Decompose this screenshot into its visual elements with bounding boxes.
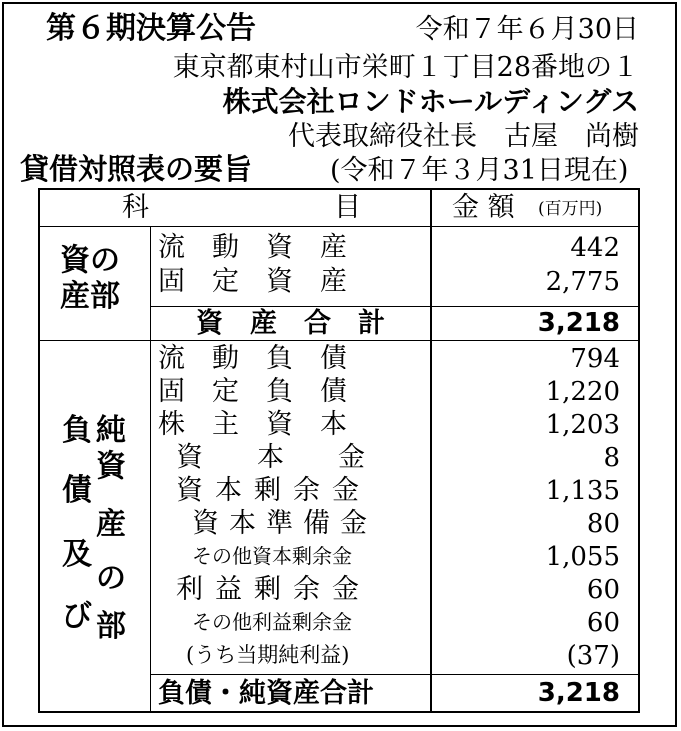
company-address: 東京都東村山市栄町１丁目28番地の１: [172, 52, 639, 83]
row-value: 2,775: [545, 267, 620, 297]
row-label: 資本剰余金: [176, 475, 371, 506]
row-value: 80: [586, 509, 620, 539]
row-value: 1,135: [545, 476, 620, 506]
liabilities-category-col2-1: 純: [96, 413, 126, 448]
assets-total-label: 資 産 合 計: [196, 308, 385, 339]
liability-total-divider: [150, 674, 638, 675]
row-label: その他利益剰余金: [192, 610, 352, 634]
row-value: 60: [586, 608, 620, 638]
row-value: 8: [603, 443, 620, 473]
column-unit: (百万円): [538, 199, 603, 219]
company-name: 株式会社ロンドホールディングス: [222, 85, 639, 118]
liabilities-category-col2-3: 産: [96, 507, 126, 542]
balance-sheet-title: 貸借対照表の要旨: [20, 152, 253, 186]
category-column-divider: [150, 226, 151, 711]
notice-date: 令和７年６月30日: [415, 14, 639, 45]
liabilities-category-col2-2: 資: [96, 449, 126, 484]
balance-sheet-date: (令和７年３月31日現在): [330, 155, 629, 186]
row-value: 60: [586, 575, 620, 605]
row-label: 流 動 資 産: [158, 232, 347, 263]
liabilities-category-col1-3: 及: [62, 537, 92, 572]
liabilities-category-col1-1: 負: [62, 413, 92, 448]
row-label: 固 定 負 債: [158, 376, 347, 407]
header-divider: [40, 226, 638, 227]
row-label: 資 本 金: [176, 442, 365, 473]
row-label: その他資本剰余金: [192, 544, 352, 568]
liabilities-category-col2-4: の: [96, 561, 126, 596]
row-value: (37): [566, 641, 620, 671]
liabilities-category-col1-4: び: [62, 599, 92, 634]
liabilities-category-col1-2: 債: [62, 473, 92, 508]
assets-total-value: 3,218: [537, 308, 620, 338]
balance-sheet-table: [38, 188, 640, 713]
row-value: 442: [570, 233, 620, 263]
company-representative: 代表取締役社長 古屋 尚樹: [288, 121, 639, 152]
asset-total-divider: [150, 306, 638, 307]
column-subject-2: 目: [334, 192, 361, 223]
row-label: 固 定 資 産: [158, 266, 347, 297]
assets-category-line-1: 資の: [60, 243, 120, 278]
row-value: 1,055: [545, 542, 620, 572]
row-label: 資本準備金: [192, 508, 377, 539]
column-amount: 金 額: [452, 192, 515, 223]
liabilities-total-value: 3,218: [537, 678, 620, 708]
section-divider: [40, 340, 638, 341]
row-label: 流 動 負 債: [158, 343, 347, 374]
notice-title: 第６期決算公告: [46, 11, 256, 46]
row-label: 利益剰余金: [176, 574, 371, 605]
liabilities-total-label: 負債・純資産合計: [158, 678, 374, 709]
row-value: 1,203: [545, 410, 620, 440]
liabilities-category-col2-5: 部: [96, 609, 126, 644]
row-value: 794: [570, 344, 620, 374]
column-subject-1: 科: [122, 192, 149, 223]
row-label: (うち当期純利益): [186, 643, 350, 667]
row-label: 株 主 資 本: [158, 409, 347, 440]
row-value: 1,220: [545, 377, 620, 407]
assets-category-line-2: 産部: [60, 279, 120, 314]
amount-column-divider: [430, 190, 432, 711]
